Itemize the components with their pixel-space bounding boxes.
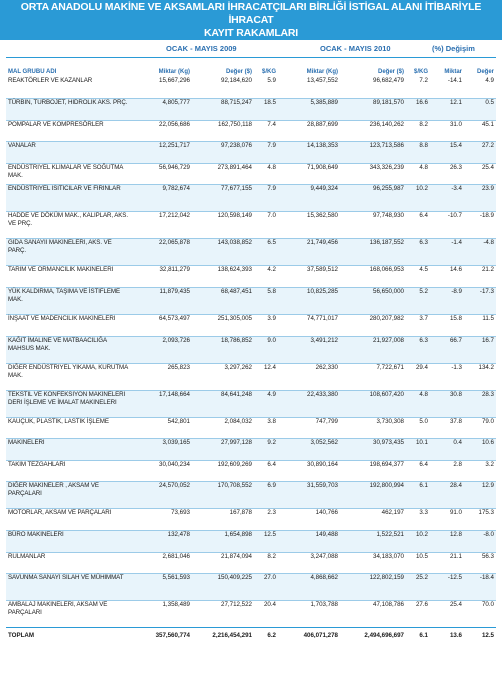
row-qty-2009: 4,805,777 bbox=[162, 99, 190, 107]
row-ppk-2010: 16.6 bbox=[415, 99, 428, 107]
row-chg-val: -18.4 bbox=[479, 574, 494, 582]
table-row bbox=[6, 212, 496, 239]
period-2009: OCAK - MAYIS 2009 bbox=[166, 44, 237, 53]
row-ppk-2009: 4.2 bbox=[267, 266, 276, 274]
row-group-name: ENDÜSTRIYEL ISITICILAR VE FIRINLAR bbox=[8, 185, 121, 193]
row-qty-2009: 56,946,729 bbox=[159, 163, 190, 171]
row-chg-val: 3.2 bbox=[485, 460, 494, 468]
row-val-2010: 34,183,070 bbox=[373, 552, 404, 560]
row-ppk-2009: 6.4 bbox=[267, 460, 276, 468]
row-qty-2010: 5,385,889 bbox=[310, 99, 338, 107]
row-ppk-2010: 3.7 bbox=[419, 315, 428, 323]
row-ppk-2009: 12.5 bbox=[263, 531, 276, 539]
row-chg-val: 25.4 bbox=[481, 163, 494, 171]
row-chg-val: 79.0 bbox=[481, 417, 494, 425]
row-chg-qty: 12.8 bbox=[449, 531, 462, 539]
total-ppk-2010: 6.1 bbox=[406, 628, 430, 645]
row-group-name: MOTORLAR, AKSAM VE PARÇALARI bbox=[8, 509, 112, 517]
row-val-2010: 136,187,552 bbox=[369, 239, 404, 247]
total-ppk-2009: 6.2 bbox=[254, 628, 278, 645]
total-label: TOPLAM bbox=[6, 628, 132, 645]
row-chg-val: 21.2 bbox=[481, 266, 494, 274]
row-qty-2010: 13,457,552 bbox=[307, 77, 338, 84]
table-row bbox=[6, 288, 496, 315]
row-ppk-2010: 6.4 bbox=[419, 460, 428, 468]
row-ppk-2009: 5.8 bbox=[267, 288, 276, 296]
row-val-2009: 170,708,552 bbox=[217, 482, 252, 490]
row-chg-val: 11.5 bbox=[482, 315, 494, 323]
row-qty-2009: 22,056,686 bbox=[159, 120, 190, 128]
row-group-name: MAKINELERI bbox=[8, 439, 45, 447]
row-chg-qty: 66.7 bbox=[449, 336, 462, 344]
row-chg-qty: 14.6 bbox=[449, 266, 462, 274]
row-qty-2009: 2,093,726 bbox=[162, 336, 190, 344]
row-qty-2009: 64,573,497 bbox=[159, 315, 190, 323]
row-chg-qty: 12.1 bbox=[449, 99, 462, 107]
row-qty-2010: 15,362,580 bbox=[307, 212, 338, 220]
table-row bbox=[6, 482, 496, 509]
row-val-2010: 30,973,435 bbox=[373, 439, 404, 447]
row-ppk-2010: 27.6 bbox=[415, 601, 428, 609]
row-qty-2010: 3,491,212 bbox=[310, 336, 338, 344]
row-group-name: ENDÜSTRIYEL KLIMALAR VE SOĞUTMA MAK. bbox=[8, 163, 123, 179]
row-val-2009: 3,297,262 bbox=[224, 363, 252, 371]
row-chg-qty: 2.8 bbox=[453, 460, 462, 468]
row-qty-2010: 262,330 bbox=[315, 363, 338, 371]
total-chg-qty: 13.6 bbox=[430, 628, 464, 645]
row-qty-2009: 5,561,593 bbox=[162, 574, 190, 582]
row-qty-2009: 32,811,279 bbox=[159, 266, 190, 274]
row-val-2010: 7,722,671 bbox=[376, 363, 404, 371]
table-row bbox=[6, 77, 496, 99]
title-line-2: KAYIT RAKAMLARI bbox=[203, 26, 299, 39]
row-ppk-2010: 6.1 bbox=[419, 482, 428, 490]
row-chg-qty: 15.4 bbox=[449, 142, 462, 150]
col-group: MAL GRUBU ADI bbox=[8, 68, 57, 75]
row-qty-2010: 149,488 bbox=[315, 531, 338, 539]
row-chg-qty: -3.4 bbox=[451, 185, 462, 193]
row-chg-val: 28.3 bbox=[481, 390, 494, 398]
row-val-2010: 108,607,420 bbox=[369, 390, 404, 398]
row-val-2010: 3,730,308 bbox=[376, 417, 404, 425]
row-chg-qty: -12.5 bbox=[447, 574, 462, 582]
row-chg-qty: 91.0 bbox=[449, 509, 462, 517]
row-qty-2009: 2,681,046 bbox=[162, 552, 190, 560]
total-qty-2010: 406,071,278 bbox=[278, 628, 340, 645]
total-val-2010: 2,494,696,697 bbox=[340, 628, 406, 645]
table-row bbox=[6, 99, 496, 121]
row-group-name: DIĞER MAKINELER , AKSAM VE PARÇALARI bbox=[8, 482, 99, 498]
row-val-2010: 89,181,570 bbox=[373, 99, 404, 107]
row-chg-val: 4.9 bbox=[485, 77, 494, 84]
row-ppk-2010: 7.2 bbox=[419, 77, 428, 84]
row-ppk-2010: 6.3 bbox=[419, 336, 428, 344]
row-ppk-2009: 9.2 bbox=[267, 439, 276, 447]
row-qty-2009: 30,040,234 bbox=[159, 460, 190, 468]
row-qty-2009: 542,801 bbox=[167, 417, 190, 425]
row-chg-val: 134.2 bbox=[478, 363, 494, 371]
row-val-2009: 21,874,094 bbox=[221, 552, 252, 560]
row-qty-2009: 17,212,042 bbox=[159, 212, 190, 220]
col-qty-2010: Miktar (Kg) bbox=[306, 68, 338, 75]
row-qty-2010: 140,766 bbox=[315, 509, 338, 517]
row-group-name: DIĞER ENDÜSTRIYEL YIKAMA, KURUTMA MAK. bbox=[8, 363, 128, 379]
row-qty-2010: 747,799 bbox=[315, 417, 338, 425]
row-chg-qty: -14.1 bbox=[447, 77, 462, 84]
row-val-2010: 462,197 bbox=[381, 509, 404, 517]
row-qty-2010: 3,247,088 bbox=[310, 552, 338, 560]
table-row bbox=[6, 509, 496, 531]
row-val-2010: 1,522,521 bbox=[376, 531, 404, 539]
row-chg-val: 27.2 bbox=[481, 142, 494, 150]
row-ppk-2010: 5.0 bbox=[419, 417, 428, 425]
table-row bbox=[6, 142, 496, 164]
table-row bbox=[6, 552, 496, 574]
row-ppk-2010: 6.3 bbox=[419, 239, 428, 247]
row-val-2009: 192,609,269 bbox=[217, 460, 252, 468]
table-row bbox=[6, 460, 496, 482]
row-val-2010: 123,713,586 bbox=[369, 142, 404, 150]
row-val-2009: 92,184,620 bbox=[221, 77, 252, 84]
row-ppk-2010: 8.8 bbox=[419, 142, 428, 150]
period-header bbox=[0, 42, 502, 56]
col-val-2010: Değer ($) bbox=[377, 68, 404, 75]
row-val-2010: 96,682,479 bbox=[373, 77, 404, 84]
row-group-name: İNŞAAT VE MADENCILIK MAKINELERI bbox=[8, 315, 116, 323]
row-chg-qty: -1.3 bbox=[451, 363, 462, 371]
row-group-name: RULMANLAR bbox=[8, 552, 46, 560]
row-qty-2009: 17,148,664 bbox=[159, 390, 190, 398]
row-qty-2009: 11,879,435 bbox=[159, 288, 190, 296]
row-ppk-2010: 4.8 bbox=[419, 390, 428, 398]
column-header-row bbox=[6, 66, 496, 77]
row-group-name: REAKTÖRLER VE KAZANLAR bbox=[8, 77, 93, 84]
row-qty-2009: 265,823 bbox=[167, 363, 190, 371]
row-qty-2010: 31,559,703 bbox=[307, 482, 338, 490]
row-ppk-2010: 4.5 bbox=[419, 266, 428, 274]
row-chg-val: 56.3 bbox=[481, 552, 494, 560]
row-ppk-2010: 3.3 bbox=[419, 509, 428, 517]
table-row bbox=[6, 390, 496, 417]
row-val-2009: 88,715,247 bbox=[221, 99, 252, 107]
row-ppk-2009: 7.9 bbox=[267, 185, 276, 193]
row-val-2010: 236,140,262 bbox=[369, 120, 404, 128]
row-val-2009: 84,641,248 bbox=[221, 390, 252, 398]
table-row bbox=[6, 120, 496, 142]
row-chg-val: -17.3 bbox=[479, 288, 494, 296]
row-group-name: TARIM VE ORMANCILIK MAKINELERI bbox=[8, 266, 114, 274]
row-group-name: KAĞIT İMALINE VE MATBAACILIĞA MAHSUS MAK. bbox=[8, 336, 107, 352]
total-chg-val: 12.5 bbox=[464, 628, 496, 645]
row-qty-2009: 15,667,296 bbox=[159, 77, 190, 84]
row-val-2009: 120,598,149 bbox=[217, 212, 252, 220]
row-val-2009: 138,624,393 bbox=[217, 266, 252, 274]
row-ppk-2009: 9.0 bbox=[267, 336, 276, 344]
row-ppk-2009: 3.8 bbox=[267, 417, 276, 425]
row-chg-qty: 21.1 bbox=[449, 552, 462, 560]
row-ppk-2009: 4.8 bbox=[267, 163, 276, 171]
row-qty-2009: 12,251,717 bbox=[159, 142, 190, 150]
row-ppk-2010: 6.4 bbox=[419, 212, 428, 220]
row-chg-qty: 15.8 bbox=[449, 315, 462, 323]
row-ppk-2009: 5.9 bbox=[267, 77, 276, 84]
row-chg-val: 0.5 bbox=[485, 99, 494, 107]
row-ppk-2009: 4.9 bbox=[267, 390, 276, 398]
row-chg-val: -18.9 bbox=[479, 212, 494, 220]
table-row bbox=[6, 531, 496, 553]
row-qty-2010: 37,589,512 bbox=[307, 266, 338, 274]
row-group-name: SAVUNMA SANAYI SILAH VE MÜHIMMAT bbox=[8, 574, 124, 582]
row-ppk-2009: 8.2 bbox=[267, 552, 276, 560]
page-title bbox=[0, 0, 502, 40]
row-chg-qty: -10.7 bbox=[447, 212, 462, 220]
total-row bbox=[6, 628, 496, 645]
row-ppk-2009: 6.5 bbox=[267, 239, 276, 247]
table-row bbox=[6, 601, 496, 628]
row-chg-val: 70.0 bbox=[481, 601, 494, 609]
row-val-2010: 192,800,994 bbox=[369, 482, 404, 490]
row-chg-qty: -8.9 bbox=[451, 288, 462, 296]
row-chg-val: 12.9 bbox=[481, 482, 494, 490]
row-ppk-2009: 6.9 bbox=[267, 482, 276, 490]
table-row bbox=[6, 185, 496, 212]
row-val-2009: 2,084,032 bbox=[224, 417, 252, 425]
row-ppk-2009: 2.3 bbox=[267, 509, 276, 517]
row-qty-2010: 1,703,788 bbox=[310, 601, 338, 609]
row-val-2009: 167,878 bbox=[229, 509, 252, 517]
col-qty-2009: Miktar (Kg) bbox=[158, 68, 190, 75]
row-val-2010: 168,066,953 bbox=[369, 266, 404, 274]
row-val-2009: 162,750,118 bbox=[218, 120, 252, 128]
row-val-2009: 1,654,898 bbox=[224, 531, 252, 539]
row-ppk-2009: 12.4 bbox=[263, 363, 276, 371]
row-ppk-2010: 8.2 bbox=[419, 120, 428, 128]
row-chg-qty: 25.4 bbox=[449, 601, 462, 609]
row-ppk-2009: 20.4 bbox=[263, 601, 276, 609]
row-group-name: BÜRO MAKINELERI bbox=[8, 531, 64, 539]
row-val-2010: 47,108,786 bbox=[373, 601, 404, 609]
row-val-2009: 68,487,451 bbox=[221, 288, 252, 296]
row-val-2010: 21,927,008 bbox=[373, 336, 404, 344]
row-val-2010: 280,207,982 bbox=[369, 315, 404, 323]
row-qty-2010: 74,771,017 bbox=[307, 315, 338, 323]
row-ppk-2009: 3.9 bbox=[267, 315, 276, 323]
row-ppk-2009: 7.0 bbox=[267, 212, 276, 220]
row-val-2010: 343,326,239 bbox=[369, 163, 404, 171]
row-ppk-2010: 5.2 bbox=[419, 288, 428, 296]
row-val-2010: 122,802,159 bbox=[369, 574, 404, 582]
row-ppk-2010: 29.4 bbox=[415, 363, 428, 371]
row-ppk-2010: 10.2 bbox=[415, 185, 428, 193]
row-qty-2010: 28,887,699 bbox=[307, 120, 338, 128]
row-ppk-2009: 7.4 bbox=[267, 120, 276, 128]
row-group-name: TAKIM TEZGAHLARI bbox=[8, 460, 66, 468]
row-qty-2010: 3,052,562 bbox=[310, 439, 338, 447]
col-ppk-2009: $/KG bbox=[261, 68, 276, 75]
row-val-2009: 27,997,128 bbox=[221, 439, 252, 447]
row-val-2009: 273,891,464 bbox=[217, 163, 252, 171]
row-chg-val: 23.9 bbox=[481, 185, 494, 193]
row-qty-2010: 4,868,662 bbox=[310, 574, 338, 582]
row-ppk-2010: 10.1 bbox=[415, 439, 428, 447]
row-group-name: YÜK KALDIRMA, TAŞIMA VE İSTIFLEME MAK. bbox=[8, 288, 120, 304]
row-val-2010: 56,650,000 bbox=[373, 288, 404, 296]
row-chg-val: 45.1 bbox=[481, 120, 494, 128]
row-group-name: HADDE VE DÖKÜM MAK., KALIPLAR, AKS. VE PRÇ. bbox=[8, 212, 128, 228]
row-qty-2010: 22,433,380 bbox=[307, 390, 338, 398]
row-ppk-2010: 4.8 bbox=[419, 163, 428, 171]
row-ppk-2010: 10.2 bbox=[415, 531, 428, 539]
col-val-2009: Değer ($) bbox=[225, 68, 252, 75]
row-chg-val: 16.7 bbox=[481, 336, 494, 344]
row-qty-2009: 132,478 bbox=[167, 531, 190, 539]
row-qty-2009: 24,570,052 bbox=[159, 482, 190, 490]
row-val-2009: 143,038,852 bbox=[217, 239, 252, 247]
row-group-name: POMPALAR VE KOMPRESÖRLER bbox=[8, 120, 104, 128]
period-change: (%) Değişim bbox=[432, 44, 475, 53]
divider bbox=[6, 57, 496, 58]
row-ppk-2010: 10.5 bbox=[415, 552, 428, 560]
table-row bbox=[6, 439, 496, 461]
row-chg-qty: 28.4 bbox=[449, 482, 462, 490]
row-group-name: GIDA SANAYII MAKINELERI, AKS. VE PARÇ. bbox=[8, 239, 112, 255]
row-val-2009: 77,677,155 bbox=[221, 185, 252, 193]
table-row bbox=[6, 363, 496, 390]
row-group-name: TEKSTIL VE KONFEKSIYON MAKINELERI DERI İŞLEME VE İMALAT MAKINELERI bbox=[8, 390, 126, 406]
total-qty-2009: 357,560,774 bbox=[132, 628, 192, 645]
export-table bbox=[6, 66, 496, 644]
row-qty-2009: 1,358,489 bbox=[162, 601, 190, 609]
table-row bbox=[6, 336, 496, 363]
row-chg-qty: 31.0 bbox=[449, 120, 462, 128]
row-qty-2010: 9,449,324 bbox=[310, 185, 338, 193]
period-2010: OCAK - MAYIS 2010 bbox=[320, 44, 391, 53]
row-qty-2010: 14,138,353 bbox=[307, 142, 338, 150]
row-chg-val: 10.6 bbox=[481, 439, 494, 447]
row-chg-qty: 37.8 bbox=[449, 417, 462, 425]
row-val-2010: 198,694,377 bbox=[369, 460, 404, 468]
table-row bbox=[6, 315, 496, 337]
total-val-2009: 2,216,454,291 bbox=[192, 628, 254, 645]
row-ppk-2009: 27.0 bbox=[263, 574, 276, 582]
row-chg-qty: -1.4 bbox=[451, 239, 462, 247]
row-qty-2010: 30,890,164 bbox=[307, 460, 338, 468]
row-val-2009: 251,305,005 bbox=[217, 315, 252, 323]
row-qty-2010: 10,825,285 bbox=[307, 288, 338, 296]
row-val-2009: 97,238,076 bbox=[221, 142, 252, 150]
row-group-name: AMBALAJ MAKINELERI, AKSAM VE PARÇALARI bbox=[8, 601, 108, 617]
row-group-name: TÜRBIN, TURBOJET, HIDROLIK AKS. PRÇ. bbox=[8, 99, 128, 107]
row-val-2009: 18,786,852 bbox=[221, 336, 252, 344]
row-chg-val: -8.0 bbox=[483, 531, 494, 539]
table-row bbox=[6, 417, 496, 439]
row-qty-2009: 73,693 bbox=[171, 509, 190, 517]
row-val-2009: 150,409,225 bbox=[217, 574, 252, 582]
col-chg-val: Değer bbox=[476, 68, 494, 75]
row-ppk-2009: 7.9 bbox=[267, 142, 276, 150]
col-chg-qty: Miktar bbox=[444, 68, 462, 75]
table-row bbox=[6, 574, 496, 601]
row-val-2009: 27,712,522 bbox=[221, 601, 252, 609]
row-qty-2010: 71,908,649 bbox=[307, 163, 338, 171]
row-val-2010: 96,255,987 bbox=[373, 185, 404, 193]
row-chg-qty: 0.4 bbox=[453, 439, 462, 447]
table-row bbox=[6, 239, 496, 266]
row-qty-2009: 3,039,165 bbox=[162, 439, 190, 447]
row-ppk-2010: 25.2 bbox=[415, 574, 428, 582]
col-ppk-2010: $/KG bbox=[413, 68, 428, 75]
table-row bbox=[6, 266, 496, 288]
row-group-name: KAUÇUK, PLASTIK, LASTIK İŞLEME bbox=[8, 417, 109, 425]
row-group-name: VANALAR bbox=[8, 142, 36, 150]
row-qty-2009: 9,782,674 bbox=[162, 185, 190, 193]
row-chg-qty: 30.8 bbox=[449, 390, 462, 398]
row-qty-2010: 21,749,456 bbox=[307, 239, 338, 247]
row-chg-val: 175.3 bbox=[478, 509, 494, 517]
table-row bbox=[6, 163, 496, 185]
row-val-2010: 97,748,930 bbox=[373, 212, 404, 220]
title-line-1: ORTA ANADOLU MAKİNE VE AKSAMLARI İHRACATÇILARI BİRLİĞİ İSTİGAL ALANI İTİBARİYLE İHRACAT bbox=[20, 0, 482, 26]
row-chg-qty: 26.3 bbox=[449, 163, 462, 171]
row-qty-2009: 22,065,878 bbox=[159, 239, 190, 247]
row-chg-val: -4.8 bbox=[483, 239, 494, 247]
row-ppk-2009: 18.5 bbox=[263, 99, 276, 107]
